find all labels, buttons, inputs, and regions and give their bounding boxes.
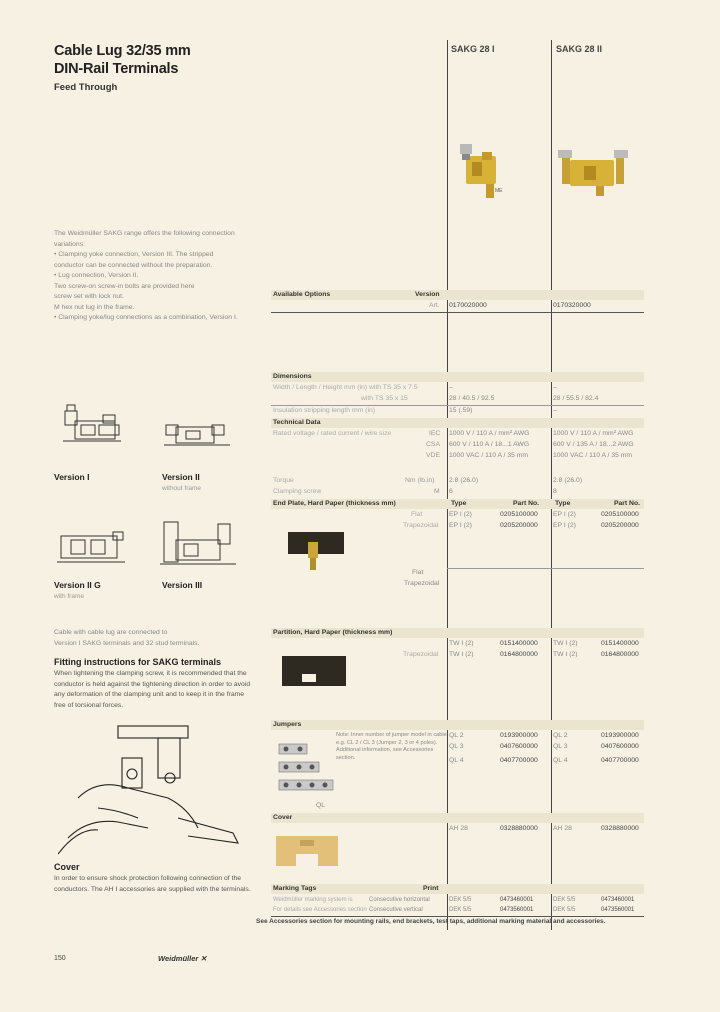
tech-std: VDE [426,452,440,459]
jp-t2: QL 2 [553,732,568,739]
cover-left-line: conductors. The AH I accessories are supplied with the terminals. [54,885,251,893]
ep-label: Trapezoidal [403,522,439,529]
cover-title: Cover [273,814,293,821]
available-options-version: Version [415,291,440,298]
mk-p1: 0473460001 [500,897,534,903]
jumpers-header [271,720,644,730]
tech-v1: 1000 V / 110 A / mm² AWG [449,430,530,437]
intro-line: • Clamping yoke connection, Version III. The stripped [54,251,214,258]
mk-p1: 0473560001 [500,907,534,913]
jumpers-image [273,740,337,810]
available-options-header [271,290,644,300]
art-label: Art. [429,302,440,309]
tech-label: Torque [273,477,294,484]
sakg-28-ii-image [556,140,636,204]
jumpers-note-line: Note: Inner number of jumper model in cable [336,732,447,738]
intro-line: The Weidmüller SAKG range offers the following connection [54,230,235,237]
cv-t2: AH 28 [553,825,572,832]
tech-row [271,487,644,498]
jumpers-note-line: Additional information, see Accessories [336,747,434,753]
tech-v2: 600 V / 135 A / 18...2 AWG [553,441,634,448]
mk-p2: 0473560001 [601,907,635,913]
intro-line: conductor can be connected without the preparation. [54,261,213,269]
accessories-footnote: See Accessories section for mounting rails, end brackets, test taps, additional marking material and accessories. [256,918,606,925]
endplate-title: End Plate, Hard Paper (thickness mm) [273,500,396,507]
intro-text [54,229,238,324]
ep-t2: EP I (2) [553,511,576,518]
column-header-2: SAKG 28 II [556,44,603,54]
page-number: 150 [54,955,66,962]
cable-note [54,628,199,649]
ep-p1: 0205200000 [500,522,538,529]
jumpers-note-line: e.g. CL 2 / CL 3 (Jumper 2, 3 or 4 poles). [336,739,438,746]
cv-t1: AH 28 [449,825,468,832]
jp-p2: 0193900000 [601,732,639,739]
tech-v2: 1000 VAC / 110 A / 35 mm [553,452,633,459]
dim-v2: – [553,384,557,391]
column-header-1: SAKG 28 I [451,44,495,54]
tech-row [271,440,644,451]
svg-text:ME: ME [495,188,503,194]
dim-label: Insulation stripping length mm (in) [273,407,375,414]
ep-t2: EP I (2) [553,522,576,529]
tech-std: M [434,488,440,495]
jp-t2: QL 4 [553,757,568,764]
version-ii-desc: without frame [162,485,202,492]
tech-std: IEC [429,430,441,437]
fitting-title: Fitting instructions for SAKG terminals [54,657,222,667]
art-pn-1: 0170020000 [449,302,487,309]
tech-v2: 8 [553,488,557,495]
end-plate-image [284,528,348,574]
tech-label: Clamping screw [273,488,322,495]
tech-v1: 600 V / 110 A / 18...1 AWG [449,441,530,448]
endplate-header [271,499,644,509]
tech-row [271,476,644,487]
dimensions-row [271,406,644,417]
pt-t1: TW I (2) [449,651,474,658]
tech-v1: 1000 VAC / 110 A / 35 mm [449,452,529,459]
fitting-line: any deformation of the clamping unit and to keep it in the frame [54,691,245,698]
ep-label: Flat [411,511,423,518]
marking-title: Marking Tags [273,885,317,892]
version-iii-label: Version III [162,580,203,590]
version-ii-g-label: Version II G [54,580,101,590]
technical-title: Technical Data [273,419,321,426]
fitting-text [54,669,250,711]
jp-p2: 0407600000 [601,743,639,750]
pt-p2: 0164800000 [601,651,639,658]
mk-std: Consecutive horizontal [369,897,430,903]
mk-t1: DEK 5/5 [449,897,472,903]
dimensions-title: Dimensions [273,373,312,380]
ep-t1: EP I (2) [449,511,472,518]
jp-p2: 0407700000 [601,757,639,764]
tech-v1: 6 [449,488,453,495]
partition-row [271,639,644,650]
ep-extra-label-2: Trapezoidal [404,580,440,587]
partition-image [280,654,350,690]
tech-v2: 1000 V / 110 A / mm² AWG [553,430,634,437]
cable-note-line: Version I SAKG terminals and 32 stud terminals. [54,639,200,647]
page-title-line2: DIN-Rail Terminals [54,61,179,77]
jp-t1: QL 2 [449,732,464,739]
cover-left-line: In order to ensure shock protection following connection of the [54,875,242,882]
ep-p2: 0205100000 [601,511,639,518]
pt-t2: TW I (2) [553,651,578,658]
art-pn-2: 0170320000 [553,302,591,309]
dim-label: with TS 35 x 15 [361,395,408,402]
dimensions-header [271,372,644,382]
page-title-line1: Cable Lug 32/35 mm [54,43,191,59]
version-i-drawing [55,397,130,452]
mk-t1: DEK 5/5 [449,907,472,913]
ep-p1: 0205100000 [500,511,538,518]
brand-logo: Weidmüller ✕ [158,954,207,963]
tech-row [271,451,644,462]
tech-v2: 2.8 (26.0) [553,477,583,484]
cover-left-title: Cover [54,862,80,872]
dimensions-row [271,394,644,405]
version-i-label: Version I [54,472,90,482]
tech-row [271,429,644,440]
intro-line: • Clamping yoke/lug connections as a combination, Version I. [54,314,238,321]
pt-label: Trapezoidal [403,651,439,658]
jp-t1: QL 3 [449,743,464,750]
cv-p2: 0328880000 [601,825,639,832]
version-ii-drawing [162,415,237,455]
intro-line: • Lug connection, Version II. [54,272,139,279]
version-ii-g-desc: with frame [54,593,84,600]
tech-std: CSA [426,441,440,448]
mk-std: Consecutive vertical [369,907,423,913]
dim-v1: 28 / 40.5 / 92.5 [449,395,495,402]
jp-p1: 0193900000 [500,732,538,739]
ep-extra-label-1: Flat [412,569,424,576]
cover-image [274,832,344,872]
fitting-line: conductor is held against the tightening direction in order to avoid [54,680,251,688]
fitting-line: When tightening the clamping screw, it is recommended that the [54,670,247,677]
pt-p1: 0164800000 [500,651,538,658]
intro-line: M hex nut lug in the frame. [54,303,135,311]
dim-v1: 15 (.59) [449,407,473,414]
rule [447,568,644,569]
intro-line: Two screw-on screw-in bolts are provided here [54,282,195,290]
version-ii-g-drawing [55,522,130,572]
endplate-pn-1: Part No. [513,500,540,507]
version-ii-label: Version II [162,472,200,482]
marking-row [271,895,644,906]
partition-title: Partition, Hard Paper (thickness mm) [273,629,393,636]
endplate-type-2: Type [555,500,571,507]
mk-label: Weidmüller marking system is [273,897,353,903]
ep-t1: EP I (2) [449,522,472,529]
intro-line: variations: [54,240,85,248]
rule [271,312,644,313]
dim-label: Width / Length / Height mm (in) with TS 35 x 7.5 [273,384,418,391]
marking-header [271,884,644,894]
technical-header [271,418,644,428]
page-subtitle: Feed Through [54,82,118,93]
dim-v1: – [449,384,453,391]
tech-v1: 2.8 (26.0) [449,477,479,484]
pt-p1: 0151400000 [500,640,538,647]
available-options-row [271,301,644,312]
mk-p2: 0473460001 [601,897,635,903]
mk-label: For details see Accessories section [273,907,367,913]
marking-print: Print [423,885,439,892]
available-options-title: Available Options [273,291,331,298]
sakg-28-i-image [452,140,512,204]
cover-header [271,813,644,823]
endplate-pn-2: Part No. [613,500,640,507]
tech-std: Nm (lb.in) [405,477,435,484]
ep-p2: 0205200000 [601,522,639,529]
intro-line: screw set with lock nut. [54,293,124,300]
marking-row [271,905,644,916]
dimensions-row [271,383,644,394]
mk-t2: DEK 5/5 [553,897,576,903]
dim-v2: – [553,407,557,414]
pt-t2: TW I (2) [553,640,578,647]
endplate-row [271,510,644,521]
cable-note-line: Cable with cable lug are connected to [54,629,168,636]
cv-p1: 0328880000 [500,825,538,832]
tech-label: Rated voltage / rated current / wire size [273,430,392,437]
jp-t2: QL 3 [553,743,568,750]
jp-p1: 0407700000 [500,757,538,764]
jumpers-note-line: section. [336,754,356,761]
jp-p1: 0407600000 [500,743,538,750]
jumpers-image-caption: QL [316,802,326,809]
rule [271,916,644,917]
pt-p2: 0151400000 [601,640,639,647]
pt-t1: TW I (2) [449,640,474,647]
endplate-type-1: Type [451,500,467,507]
jumpers-title: Jumpers [273,721,302,728]
partition-header [271,628,644,638]
fitting-illustration [58,718,248,856]
mk-t2: DEK 5/5 [553,907,576,913]
fitting-line: free of torsional forces. [54,701,124,709]
version-iii-drawing [158,518,238,573]
dim-v2: 28 / 55.5 / 82.4 [553,395,599,402]
cover-left-text [54,874,251,895]
jp-t1: QL 4 [449,757,464,764]
